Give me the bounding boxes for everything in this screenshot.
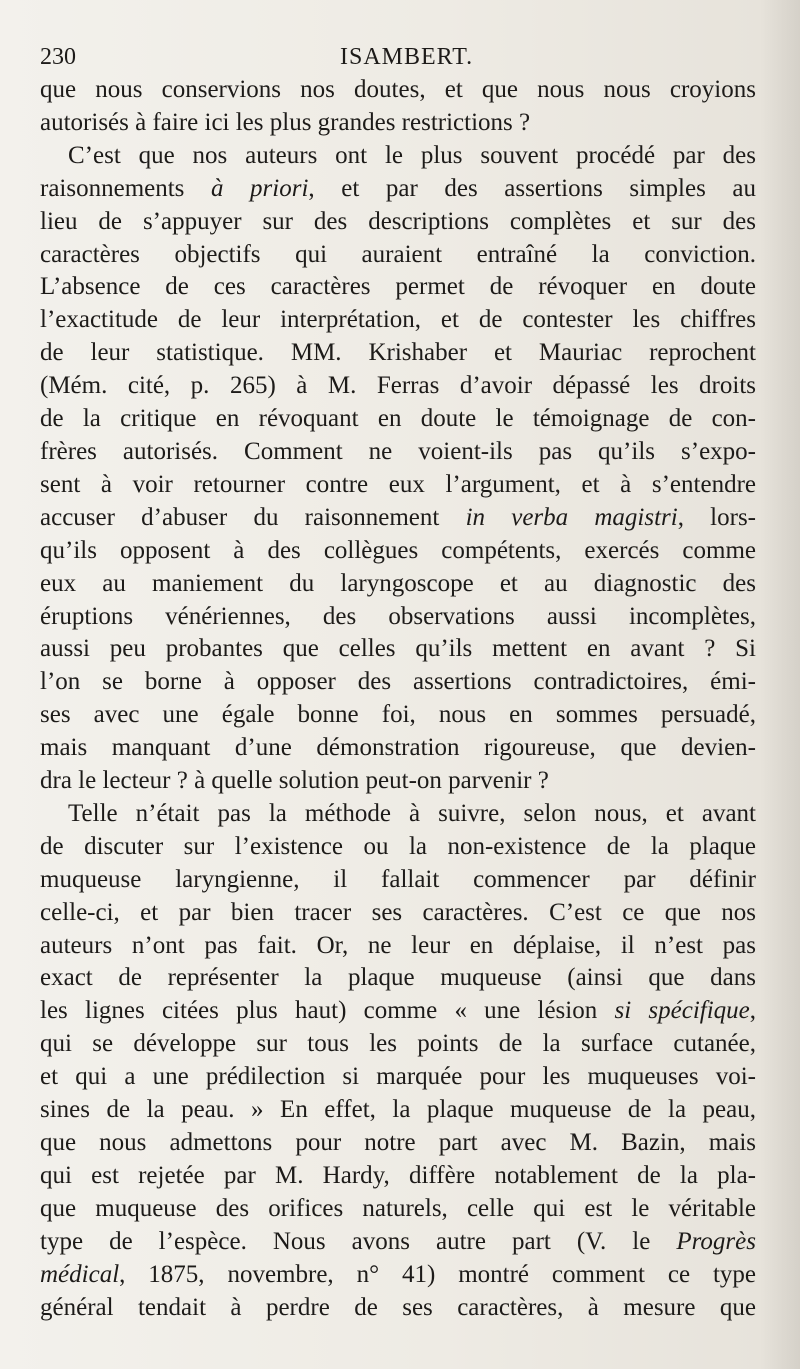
text-line: frères autorisés. Comment ne voient-ils pas qu’ils s’expo- xyxy=(40,437,756,465)
text-run: type de l’espèce. Nous avons autre part (V. le xyxy=(40,1227,677,1255)
text-line: dra le lecteur ? à quelle solution peut-on parvenir ? xyxy=(40,767,549,795)
text-line: sines de la peau. » En effet, la plaque muqueuse de la peau, xyxy=(40,1096,756,1124)
italic-text-run: in verba magistri xyxy=(465,503,678,531)
text-line: l’on se borne à opposer des assertions contradictoires, émi- xyxy=(40,668,756,696)
text-line xyxy=(40,1226,756,1259)
text-run: , et par des assertions simples au xyxy=(308,174,756,202)
text-line: que nous admettons pour notre part avec M. Bazin, mais xyxy=(40,1129,756,1156)
text-line: et qui a une prédilection si marquée pour les muqueuses voi- xyxy=(40,1063,756,1091)
italic-text-run: médical xyxy=(40,1260,120,1288)
page-number: 230 xyxy=(40,44,76,70)
text-line xyxy=(40,173,756,206)
text-run: , lors- xyxy=(677,503,756,531)
text-line: sent à voir retourner contre eux l’argument, et à s’entendre xyxy=(40,470,756,498)
italic-text-run: Progrès xyxy=(676,1227,756,1255)
text-line: qui se développe sur tous les points de la surface cutanée, xyxy=(40,1030,756,1058)
italic-text-run: si spécifique xyxy=(614,997,750,1025)
text-run: , xyxy=(749,997,756,1025)
text-line: exact de représenter la plaque muqueuse (ainsi que dans xyxy=(40,964,756,992)
body-text xyxy=(40,74,756,1324)
text-line: autorisés à faire ici les plus grandes restrictions ? xyxy=(40,108,531,136)
text-line: celle-ci, et par bien tracer ses caractères. C’est ce que nos xyxy=(40,898,756,926)
text-line: aussi peu probantes que celles qu’ils mettent en avant ? Si xyxy=(40,635,756,663)
text-line: lieu de s’appuyer sur des descriptions complètes et sur des xyxy=(40,207,756,235)
text-line: l’exactitude de leur interprétation, et de contester les chiffres xyxy=(40,306,756,334)
text-line: eux au maniement du laryngoscope et au diagnostic des xyxy=(40,569,756,597)
text-line: L’absence de ces caractères permet de révoquer en doute xyxy=(40,273,756,301)
text-line: de discuter sur l’existence ou la non-existence de la plaque xyxy=(40,832,756,860)
running-title: ISAMBERT. xyxy=(340,44,474,70)
text-line xyxy=(40,1259,756,1292)
text-line: muqueuse laryngienne, il fallait commencer par définir xyxy=(40,865,756,893)
text-line xyxy=(40,995,756,1028)
text-line: de leur statistique. MM. Krishaber et Mauriac reprochent xyxy=(40,339,756,367)
italic-text-run: à priori xyxy=(210,174,309,202)
text-line: ses avec une égale bonne foi, nous en sommes persuadé, xyxy=(40,701,756,729)
text-line: éruptions vénériennes, des observations aussi incomplètes, xyxy=(40,602,756,630)
text-run: raisonnements xyxy=(40,174,211,202)
text-line: Telle n’était pas la méthode à suivre, selon nous, et avant xyxy=(68,799,756,827)
running-head xyxy=(40,40,760,74)
text-line: caractères objectifs qui auraient entraîné la conviction. xyxy=(40,240,756,268)
text-line: de la critique en révoquant en doute le témoignage de con- xyxy=(40,405,756,433)
text-run: accuser d’abuser du raisonnement xyxy=(40,503,466,531)
text-line: général tendait à perdre de ses caractères, à mesure que xyxy=(40,1293,756,1321)
text-line: qu’ils opposent à des collègues compétents, exercés comme xyxy=(40,536,756,564)
text-line: mais manquant d’une démonstration rigoureuse, que devien- xyxy=(40,734,756,762)
text-line: (Mém. cité, p. 265) à M. Ferras d’avoir dépassé les droits xyxy=(40,372,756,400)
text-run: les lignes citées plus haut) comme « une lésion xyxy=(40,997,615,1025)
text-line: auteurs n’ont pas fait. Or, ne leur en déplaise, il n’est pas xyxy=(40,931,756,959)
text-line: qui est rejetée par M. Hardy, diffère notablement de la pla- xyxy=(40,1161,756,1189)
text-line: que muqueuse des orifices naturels, celle qui est le véritable xyxy=(40,1194,756,1222)
text-line xyxy=(40,502,756,535)
text-line: C’est que nos auteurs ont le plus souvent procédé par des xyxy=(68,141,756,169)
text-run: , 1875, novembre, n° 41) montré comment ce type xyxy=(119,1260,756,1288)
text-line: que nous conservions nos doutes, et que nous nous croyions xyxy=(40,76,756,103)
